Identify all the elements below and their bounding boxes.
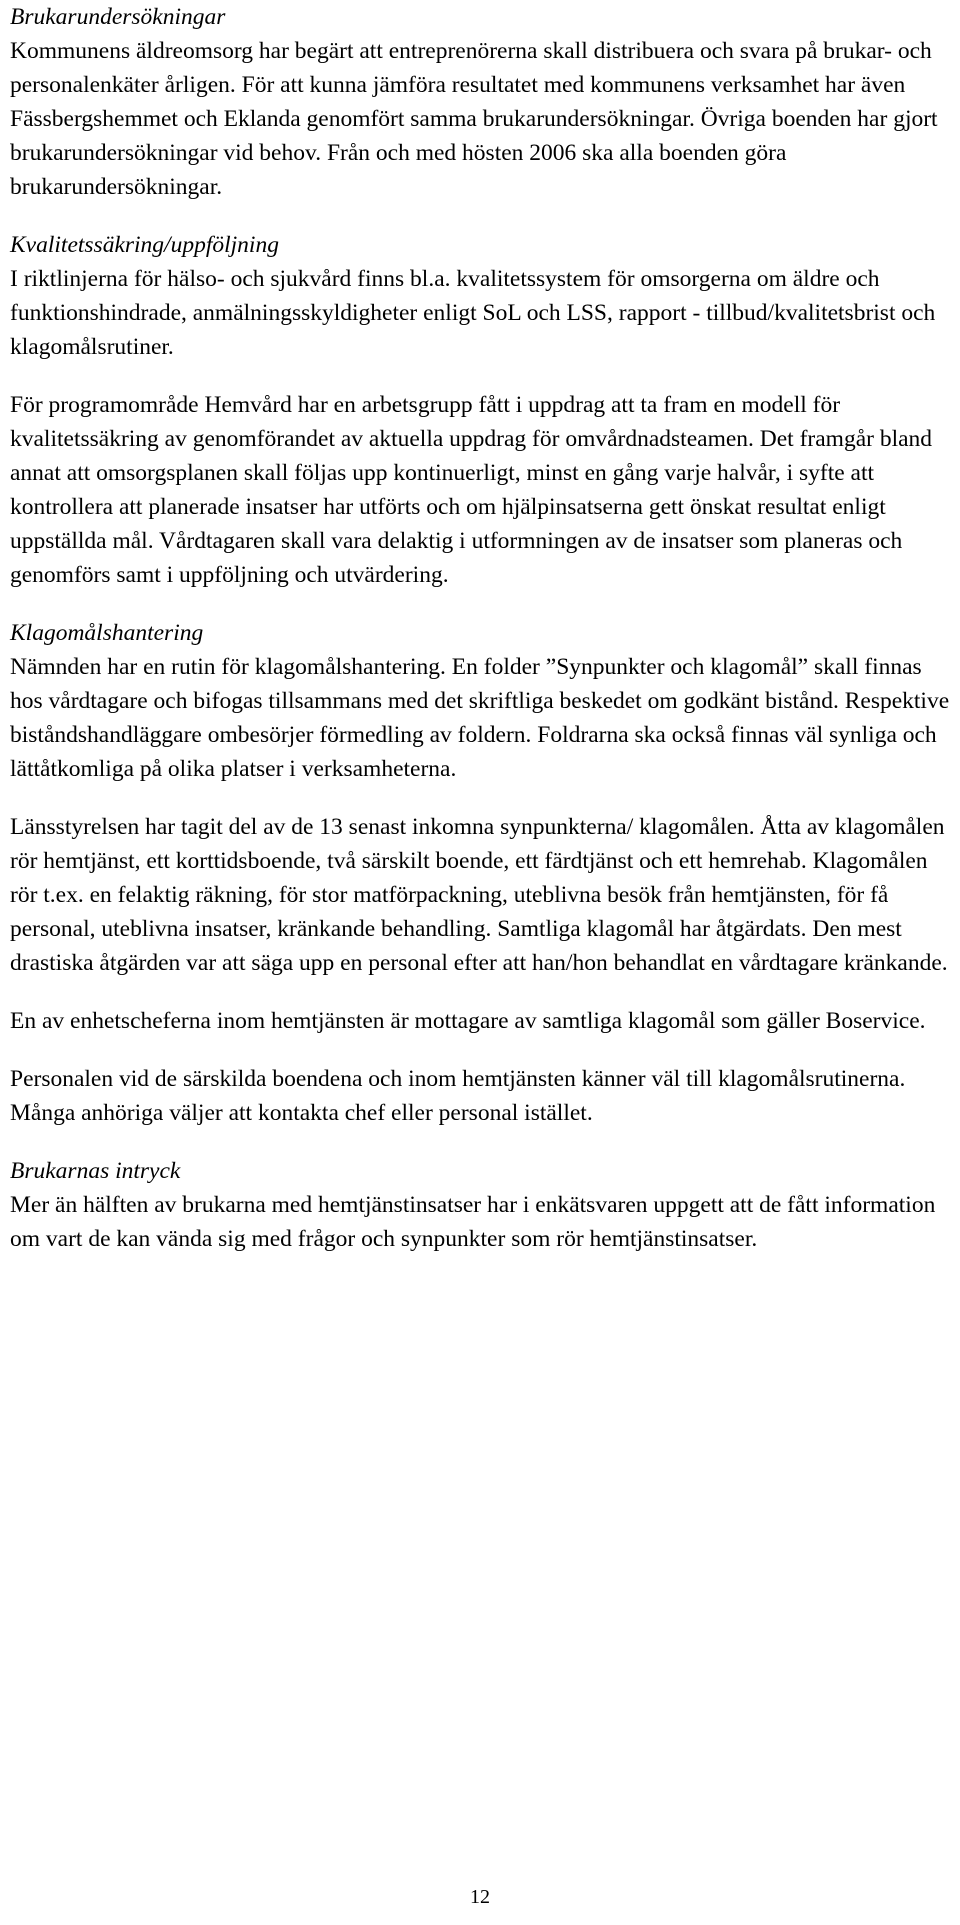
paragraph: I riktlinjerna för hälso- och sjukvård finns bl.a. kvalitetssystem för omsorgerna om äldre och funktionshindrade, anmälningsskyldigheter enligt SoL och LSS, rapport - tillbud/kvalitetsbrist och klagomålsrutiner. (10, 266, 936, 360)
paragraph: Länsstyrelsen har tagit del av de 13 senast inkomna synpunkterna/ klagomålen. Åtta av klagomålen rör hemtjänst, ett korttidsboende, två särskilt boende, ett färdtjänst och ett hemrehab. Klagomålen rör t.ex. en felaktig räkning, för stor matförpackning, uteblivna besök från hemtjänsten, för få personal, uteblivna insatser, kränkande behandling. Samtliga klagomål har åtgärdats. Den mest drastiska åtgärden var att säga upp en personal efter att han/hon behandlat en vårdtagare kränkande. (10, 814, 948, 976)
paragraph: För programområde Hemvård har en arbetsgrupp fått i uppdrag att ta fram en modell för kvalitetssäkring av genomförandet av aktuella uppdrag för omvårdnadsteamen. Det framgår bland annat att omsorgsplanen skall följas upp kontinuerligt, minst en gång varje halvår, i syfte att kontrollera att planerade insatser har utförts och om hjälpinsatserna gett önskat resultat enligt uppställda mål. Vårdtagaren skall vara delaktig i utformningen av de insatser som planeras och genomförs samt i uppföljning och utvärdering. (10, 392, 933, 588)
paragraph: Personalen vid de särskilda boendena och inom hemtjänsten känner väl till klagomålsrutinerna. Många anhöriga väljer att kontakta chef eller personal istället. (10, 1066, 906, 1126)
section-heading-klagomalshantering: Klagomålshantering (10, 620, 204, 646)
document-body (10, 0, 955, 1256)
paragraph: En av enhetscheferna inom hemtjänsten är mottagare av samtliga klagomål som gäller Boservice. (10, 1008, 926, 1034)
section-heading-kvalitetssakring: Kvalitetssäkring/uppföljning (10, 232, 279, 258)
section-heading-brukarnas-intryck: Brukarnas intryck (10, 1158, 181, 1184)
paragraph: Mer än hälften av brukarna med hemtjänstinsatser har i enkätsvaren uppgett att de fått information om vart de kan vända sig med frågor och synpunkter som rör hemtjänstinsatser. (10, 1192, 936, 1252)
paragraph: Kommunens äldreomsorg har begärt att entreprenörerna skall distribuera och svara på brukar- och personalenkäter årligen. För att kunna jämföra resultatet med kommunens verksamhet har även Fässbergshemmet och Eklanda genomfört samma brukarundersökningar. Övriga boenden har gjort brukarundersökningar vid behov. Från och med hösten 2006 ska alla boenden göra brukarundersökningar. (10, 38, 938, 200)
section-heading-brukarundersokningar: Brukarundersökningar (10, 4, 226, 30)
page-number: 12 (470, 1886, 490, 1908)
paragraph: Nämnden har en rutin för klagomålshantering. En folder ”Synpunkter och klagomål” skall finnas hos vårdtagare och bifogas tillsammans med det skriftliga beskedet om godkänt bistånd. Respektive biståndshandläggare ombesörjer förmedling av foldern. Foldrarna ska också finnas väl synliga och lättåtkomliga på olika platser i verksamheterna. (10, 654, 950, 782)
